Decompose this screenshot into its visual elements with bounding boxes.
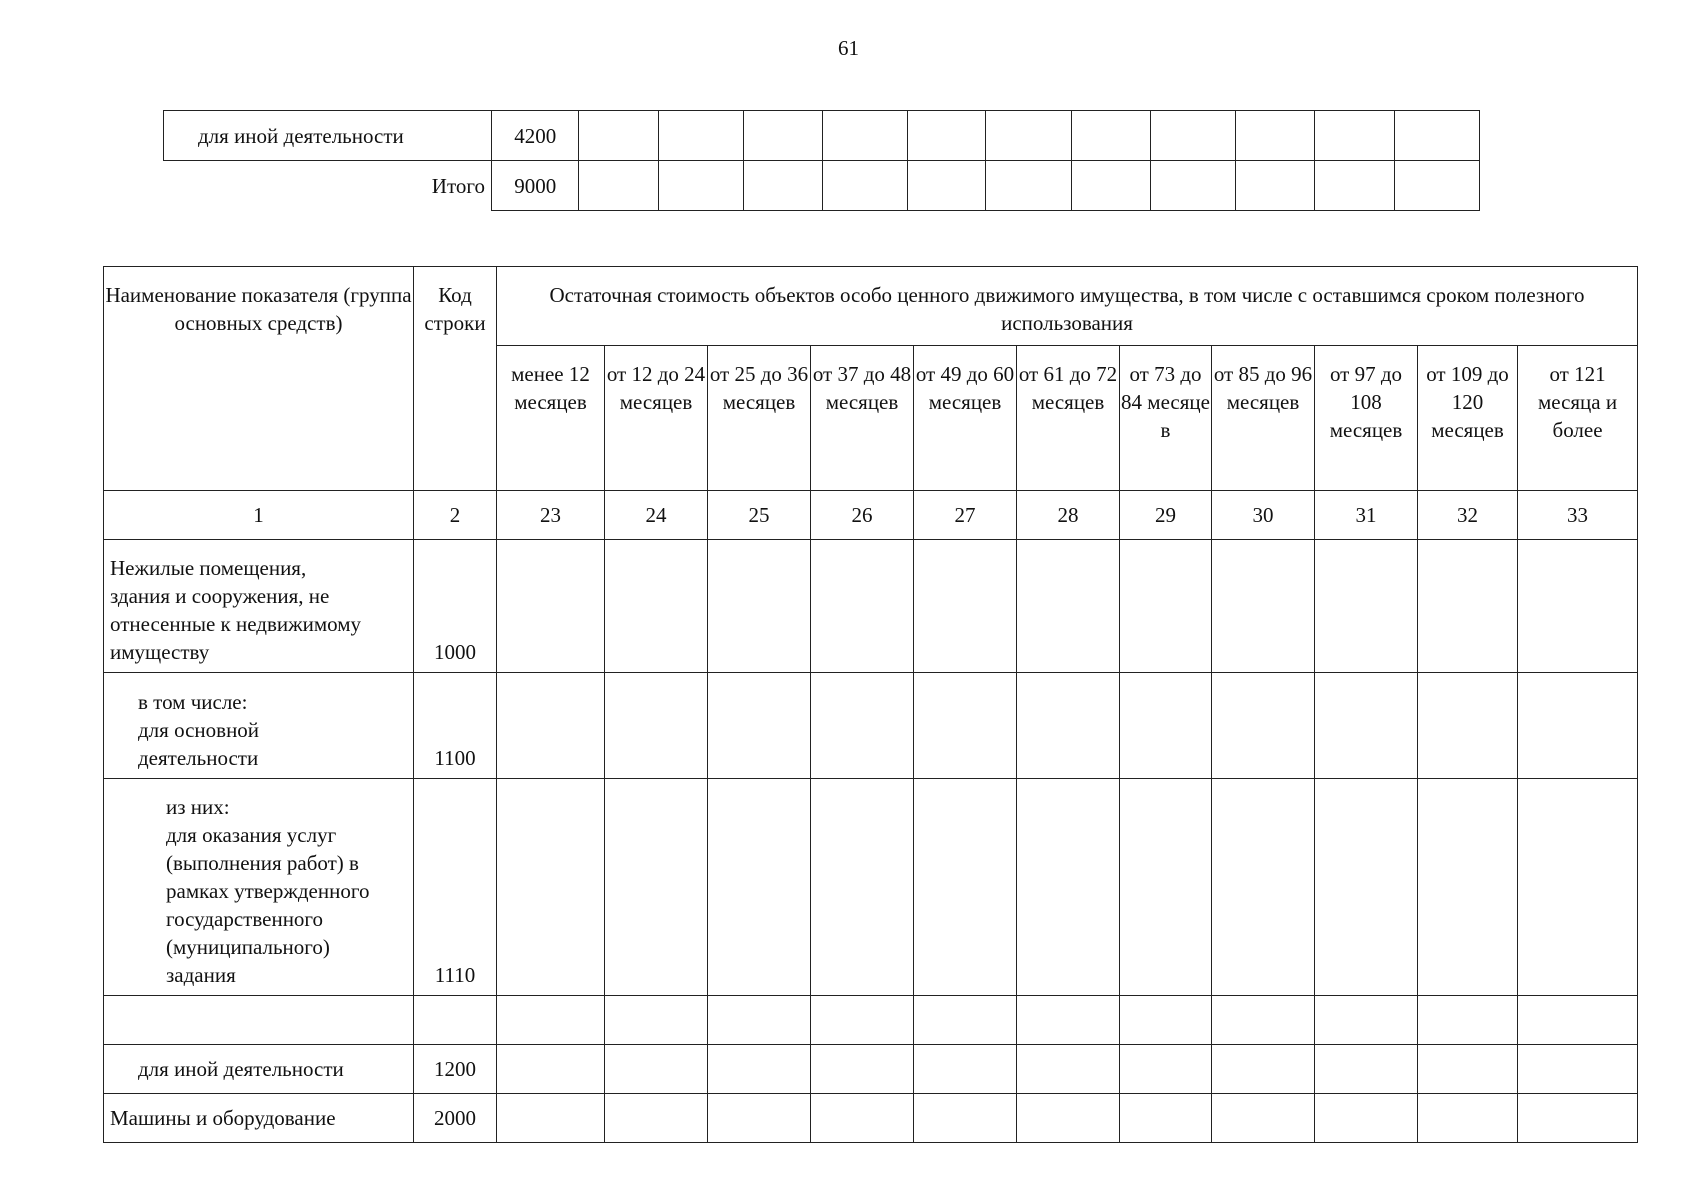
table-cell[interactable] xyxy=(1071,161,1150,211)
subheader-cell: менее 12 месяцев xyxy=(497,346,605,491)
table-cell[interactable] xyxy=(1120,996,1212,1045)
table-cell[interactable] xyxy=(914,673,1017,779)
table-cell[interactable] xyxy=(914,1045,1017,1094)
header-code-col: Код строки xyxy=(414,267,497,491)
table-cell[interactable] xyxy=(811,779,914,996)
row-code: 1000 xyxy=(414,540,497,673)
table-cell[interactable] xyxy=(1120,779,1212,996)
table-row xyxy=(164,161,1480,211)
table-cell[interactable] xyxy=(605,673,708,779)
subheader-cell: от 73 до 84 месяце в xyxy=(1120,346,1212,491)
table-cell[interactable] xyxy=(1120,540,1212,673)
subheader-cell: от 61 до 72 месяцев xyxy=(1017,346,1120,491)
table-cell[interactable] xyxy=(914,1094,1017,1143)
table-cell[interactable] xyxy=(1518,1094,1638,1143)
table-cell[interactable] xyxy=(1120,1045,1212,1094)
column-number: 31 xyxy=(1315,491,1418,540)
row-label: в том числе: для основной деятельности xyxy=(104,673,414,779)
top-table-fragment xyxy=(163,110,1480,211)
table-cell[interactable] xyxy=(914,540,1017,673)
table-row xyxy=(104,540,1638,673)
table-cell[interactable] xyxy=(1518,779,1638,996)
table-cell[interactable] xyxy=(658,111,743,161)
table-cell[interactable] xyxy=(1212,1094,1315,1143)
table-cell[interactable] xyxy=(743,161,822,211)
table-cell[interactable] xyxy=(708,996,811,1045)
table-cell[interactable] xyxy=(497,996,605,1045)
column-number: 32 xyxy=(1418,491,1518,540)
table-row xyxy=(104,673,1638,779)
table-cell[interactable] xyxy=(1017,1045,1120,1094)
table-cell[interactable] xyxy=(986,111,1071,161)
table-cell[interactable] xyxy=(986,161,1071,211)
table-cell[interactable] xyxy=(1017,540,1120,673)
table-cell[interactable] xyxy=(497,1045,605,1094)
table-cell[interactable] xyxy=(579,111,658,161)
row-code: 9000 xyxy=(491,161,579,211)
table-cell[interactable] xyxy=(1518,673,1638,779)
column-number: 1 xyxy=(104,491,414,540)
table-cell[interactable] xyxy=(811,1045,914,1094)
row-code: 4200 xyxy=(491,111,579,161)
table-cell[interactable] xyxy=(1017,673,1120,779)
table-cell[interactable] xyxy=(1236,111,1315,161)
row-code: 1100 xyxy=(414,673,497,779)
column-number: 25 xyxy=(708,491,811,540)
table-cell[interactable] xyxy=(1150,111,1235,161)
row-label: из них: для оказания услуг (выполнения работ) в рамках утвержденного государственного (муниципального) задания xyxy=(104,779,414,996)
subheader-cell: от 37 до 48 месяцев xyxy=(811,346,914,491)
table-cell[interactable] xyxy=(708,1094,811,1143)
table-cell[interactable] xyxy=(1315,779,1418,996)
table-cell[interactable] xyxy=(1518,1045,1638,1094)
table-cell[interactable] xyxy=(1315,540,1418,673)
column-number: 23 xyxy=(497,491,605,540)
table-cell[interactable] xyxy=(908,161,986,211)
table-cell[interactable] xyxy=(1315,1045,1418,1094)
table-cell[interactable] xyxy=(605,996,708,1045)
table-cell[interactable] xyxy=(1120,1094,1212,1143)
row-code: 1110 xyxy=(414,779,497,996)
table-cell[interactable] xyxy=(743,111,822,161)
row-code xyxy=(414,996,497,1045)
table-cell[interactable] xyxy=(1315,1094,1418,1143)
row-label: для иной деятельности xyxy=(164,111,492,161)
column-number: 24 xyxy=(605,491,708,540)
table-cell[interactable] xyxy=(605,540,708,673)
table-row xyxy=(104,779,1638,996)
table-cell[interactable] xyxy=(1518,996,1638,1045)
table-cell[interactable] xyxy=(579,161,658,211)
table-cell[interactable] xyxy=(1418,996,1518,1045)
table-cell[interactable] xyxy=(605,1045,708,1094)
table-cell[interactable] xyxy=(708,779,811,996)
table-cell[interactable] xyxy=(811,540,914,673)
column-number: 29 xyxy=(1120,491,1212,540)
table-row xyxy=(104,1045,1638,1094)
row-code: 1200 xyxy=(414,1045,497,1094)
column-number: 2 xyxy=(414,491,497,540)
subheader-cell: от 12 до 24 месяцев xyxy=(605,346,708,491)
table-cell[interactable] xyxy=(1017,779,1120,996)
table-cell[interactable] xyxy=(1418,1094,1518,1143)
row-label: Нежилые помещения, здания и сооружения, не отнесенные к недвижимому имуществу xyxy=(104,540,414,673)
table-cell[interactable] xyxy=(497,779,605,996)
column-number: 28 xyxy=(1017,491,1120,540)
table-cell[interactable] xyxy=(914,779,1017,996)
column-number: 27 xyxy=(914,491,1017,540)
table-cell[interactable] xyxy=(811,1094,914,1143)
table-cell[interactable] xyxy=(497,1094,605,1143)
header-group-title: Остаточная стоимость объектов особо ценного движимого имущества, в том числе с оставшимся сроком полезного использования xyxy=(497,267,1638,346)
row-code: 2000 xyxy=(414,1094,497,1143)
table-cell[interactable] xyxy=(1236,161,1315,211)
column-number: 33 xyxy=(1518,491,1638,540)
table-cell[interactable] xyxy=(908,111,986,161)
table-cell[interactable] xyxy=(497,673,605,779)
column-number-row xyxy=(104,491,1638,540)
column-number: 30 xyxy=(1212,491,1315,540)
residual-value-table xyxy=(103,266,1638,1143)
subheader-cell: от 49 до 60 месяцев xyxy=(914,346,1017,491)
subheader-cell: от 25 до 36 месяцев xyxy=(708,346,811,491)
table-cell[interactable] xyxy=(1120,673,1212,779)
table-cell[interactable] xyxy=(605,1094,708,1143)
table-cell[interactable] xyxy=(1150,161,1235,211)
column-number: 26 xyxy=(811,491,914,540)
header-row xyxy=(104,267,1638,346)
table-cell[interactable] xyxy=(1394,111,1480,161)
table-cell[interactable] xyxy=(708,1045,811,1094)
table-cell[interactable] xyxy=(914,996,1017,1045)
table-cell[interactable] xyxy=(1017,1094,1120,1143)
table-row xyxy=(104,1094,1638,1143)
table-cell[interactable] xyxy=(605,779,708,996)
table-cell[interactable] xyxy=(1212,540,1315,673)
table-cell[interactable] xyxy=(811,996,914,1045)
table-cell[interactable] xyxy=(1394,161,1480,211)
table-cell[interactable] xyxy=(1315,673,1418,779)
table-cell[interactable] xyxy=(1315,111,1394,161)
table-row xyxy=(164,111,1480,161)
page-number: 61 xyxy=(838,36,859,60)
table-cell[interactable] xyxy=(1418,540,1518,673)
table-cell[interactable] xyxy=(1418,1045,1518,1094)
row-label: для иной деятельности xyxy=(104,1045,414,1094)
table-row xyxy=(104,996,1638,1045)
table-cell[interactable] xyxy=(708,540,811,673)
table-cell[interactable] xyxy=(1212,1045,1315,1094)
table-cell[interactable] xyxy=(1212,673,1315,779)
table-cell[interactable] xyxy=(1212,779,1315,996)
table-cell[interactable] xyxy=(1418,673,1518,779)
header-name-col: Наименование показателя (группа основных средств) xyxy=(104,267,414,491)
row-label: Машины и оборудование xyxy=(104,1094,414,1143)
table-cell[interactable] xyxy=(1418,779,1518,996)
row-label xyxy=(104,996,414,1045)
table-cell[interactable] xyxy=(1071,111,1150,161)
table-cell[interactable] xyxy=(497,540,605,673)
subheader-cell: от 121 месяца и более xyxy=(1518,346,1638,491)
table-cell[interactable] xyxy=(1315,161,1394,211)
table-cell[interactable] xyxy=(1518,540,1638,673)
table-cell[interactable] xyxy=(811,673,914,779)
table-cell[interactable] xyxy=(823,161,908,211)
table-cell[interactable] xyxy=(1017,996,1120,1045)
table-cell[interactable] xyxy=(1212,996,1315,1045)
subheader-cell: от 97 до 108 месяцев xyxy=(1315,346,1418,491)
table-cell[interactable] xyxy=(708,673,811,779)
table-cell[interactable] xyxy=(823,111,908,161)
subheader-cell: от 109 до 120 месяцев xyxy=(1418,346,1518,491)
total-label: Итого xyxy=(164,161,492,211)
subheader-cell: от 85 до 96 месяцев xyxy=(1212,346,1315,491)
table-cell[interactable] xyxy=(658,161,743,211)
table-cell[interactable] xyxy=(1315,996,1418,1045)
